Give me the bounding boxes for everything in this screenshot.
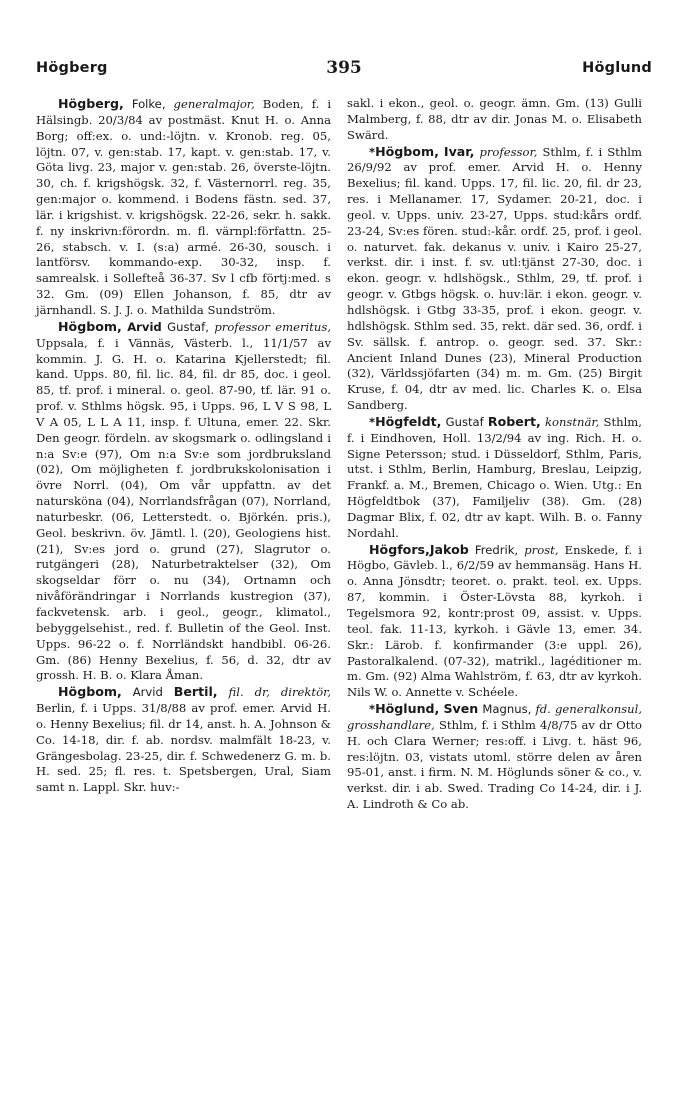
entry-star-marker: * bbox=[369, 702, 376, 717]
page-number: 395 bbox=[326, 58, 362, 78]
entry-given-bold: Robert, bbox=[487, 413, 541, 429]
entry-given-name: Magnus, bbox=[482, 702, 532, 717]
entry-text: Sthlm, f. i Eindhoven, Holl. 13/2/94 av ing. Rich. H. o. Signe Petersson; stud. i Düsseldorf, Sthlm, Paris, utst. i Sthlm, Berlin, Hamburg, Breslau, Leipzig, Frankf. a. M., Bremen, Chicago o. Wien. Utg.: En Högfeldtbok (37), Familjeliv (38). Gm. (28) Dagmar Blix, f. 02, dtr av kapt. Wilh. B. o. Fanny Nordahl. bbox=[347, 414, 642, 540]
entry-hogbom-bertil bbox=[36, 684, 331, 796]
entry-given-bold: Bertil, bbox=[173, 684, 218, 700]
entry-given-first: Arvid bbox=[127, 319, 162, 334]
header-last-entry: Höglund bbox=[582, 60, 652, 76]
entry-title: prost, bbox=[524, 542, 559, 557]
entry-star-marker: * bbox=[369, 414, 376, 429]
entry-text: Sthlm, f. i Sthlm 26/9/92 av prof. emer. Arvid H. o. Henny Bexelius; fil. kand. Upps. 17, fil. lic. 20, fil. dr 23, res. i Mellanamer. 17, Sydamer. 20-21, doc. i geol. v. Upps. univ. 23-27, Upps. stud:kårs ordf. 23-24, Sv:es fören. stud:-kår. ordf. 25, prof. i geol. o. naturvet. fak. dekanus v. univ. i Kairo 25-27, verkst. dir. i inst. f. sv. utl:tjänst 27-30, doc. i ekon. geogr. v. hdlshögsk., Sthlm, 29, tf. prof. i geogr. v. Gtbgs högsk. o. huv:lär. i ekon. geogr. v. hdlshögsk. i Gtbg 33-35, prof. i ekon. geogr. v. hdlshögsk. Sthlm sed. 35, rekt. där sed. 36, ordf. i Sv. sällsk. f. antrop. o. geogr. sed. 37. Skr.: Ancient Inland Dunes (23), Mineral Production (32), Världssjöfarten (34) m. m. Gm. (25) Birgit Kruse, f. 04, dtr av med. lic. Charles K. o. Elsa Sandberg. bbox=[347, 144, 643, 413]
entry-star-marker: * bbox=[369, 144, 376, 159]
entry-given-name: Ivar, bbox=[443, 143, 475, 159]
entry-title: professor emeritus, bbox=[214, 319, 332, 334]
page-header bbox=[36, 60, 652, 88]
entry-surname: Högbom, bbox=[58, 684, 122, 700]
entry-title: generalmajor, bbox=[173, 97, 255, 111]
entry-hoglund-sven bbox=[347, 701, 642, 813]
entry-given-name: Gustaf bbox=[445, 414, 484, 429]
entry-surname: Högbom, bbox=[375, 143, 439, 159]
entry-hogbom-ivar bbox=[347, 144, 642, 414]
entry-surname: Högberg, bbox=[58, 96, 124, 111]
entry-hogberg-folke bbox=[36, 96, 331, 319]
entry-given-name: Arvid bbox=[132, 685, 163, 700]
entry-surname: Högfeldt, bbox=[375, 413, 442, 429]
header-first-entry: Högberg bbox=[36, 60, 108, 76]
entry-surname: Högbom, bbox=[58, 318, 122, 334]
entry-given-bold: Jakob bbox=[429, 541, 469, 557]
entry-text: Sthlm, f. i Sthlm 4/8/75 av dr Otto H. och Clara Werner; res:off. i Livg. t. häst 96, res:löjtn. 03, vistats utoml. större delen av åren 95-01, anst. i firm. N. M. Höglunds söner & co., v. verkst. dir. i ab. Swed. Trading Co 14-24, dir. i J. A. Lindroth & Co ab. bbox=[347, 717, 642, 812]
right-column bbox=[347, 96, 642, 813]
entry-given-name: Folke, bbox=[131, 97, 166, 111]
entry-text: Uppsala, f. i Vännäs, Västerb. l., 11/1/57 av kommin. J. G. H. o. Katarina Kjellerstedt; fil. kand. Upps. 80, fil. lic. 84, fil. dr 85, doc. i geol. 85, tf. prof. i mineral. o. geol. 87-90, tf. lär. 91 o. prof. v. Sthlms högsk. 95, i Upps. 96, L V S 98, L V A 05, L L A 11, insp. f. Ultuna, emer. 22. Skr. Den geogr. fördeln. av skogsmark o. odlingsland i n:a Sv:e (97), Om n:a Sv:e som jordbruksland (02), Om möjligheten f. jordbrukskolonisation i övre Norrl. (04), Om vår uppfattn. av det natursköna (04), Norrlandsfrågan (07), Norrland, naturbeskr. (06, Letterstedt. o. Björkén. pris.), Geol. beskrivn. öv. Jämtl. l. (20), Geologiens hist. (21), Sv:es jord o. grund (27), Slagrutor o. rutgängeri (28), Naturbetraktelser (32), Om skogseldar förr o. nu (34), Ortnamn och nivåförändringar i Norrlands kustregion (37), fackvetensk. arb. i geol., geogr., klimatol., bebyggelsehist., red. f. Bulletin of the Geol. Inst. Upps. 96-22 o. f. Norrländskt handbibl. 06-26. Gm. (86) Henny Bexelius, f. 56, d. 32, dtr av grossh. H. B. o. Klara Åman. bbox=[36, 335, 331, 683]
entry-text: Berlin, f. i Upps. 31/8/88 av prof. emer. Arvid H. o. Henny Bexelius; fil. dr 14, anst. h. A. Johnson & Co. 14-18, dir. f. ab. nordsv. malmfält 18-23, v. Grängesbolag. 23-25, dir. f. Schwedenerz G. m. b. H. sed. 25; fl. res. t. Spetsbergen, Ural, Siam samt n. Lappl. Skr. huv:- bbox=[36, 701, 331, 795]
entry-surname: Högfors, bbox=[369, 541, 430, 557]
entry-text: Boden, f. i Hälsingb. 20/3/84 av postmäst. Knut H. o. Anna Borg; off:ex. o. und:-löjtn. v. Kronob. reg. 05, löjtn. 07, v. gen:stab. 17, kapt. v. gen:stab. 17, v. Göta livg. 23, major v. gen:stab. 26, överste-löjtn. 30, ch. f. krigshögsk. 32, f. Västernorrl. reg. 35, gen:major o. kommend. i Bodens fästn. sed. 37, lär. i krigshist. v. krigshögsk. 22-26, sekr. h. sakk. f. ny inskrivn:förordn. m. fl. värnpl:författn. 25-26, stabsch. v. I. (s:a) armé. 26-30, sousch. i lantförsv. kommando-exp. 30-32, insp. f. samrealsk. i Sollefteå 36-37. Sv l cfb förtj:med. s 32. Gm. (09) Ellen Johanson, f. 85, dtr av järnhandl. S. J. J. o. Mathilda Sundström. bbox=[36, 97, 332, 317]
entry-surname: Höglund, bbox=[375, 701, 440, 717]
entry-title: professor, bbox=[479, 144, 538, 159]
entry-text: sakl. i ekon., geol. o. geogr. ämn. Gm. (13) Gulli Malmberg, f. 88, dtr av dir. Jonas M. o. Elisabeth Swärd. bbox=[347, 96, 642, 142]
entry-continuation bbox=[347, 96, 642, 144]
entry-title: konstnär, bbox=[544, 414, 600, 429]
entry-text: Enskede, f. i Högbo, Gävleb. l., 6/2/59 av hemmansäg. Hans H. o. Anna Jönsdtr; teoret. o. prakt. teol. ex. Upps. 87, kommin. i Öster-Lövsta 88, kyrkoh. i Tegelsmora 92, kontr:prost 09, assist. v. Upps. teol. fak. 11-13, kyrkoh. i Gävle 13, emer. 34. Skr.: Lärob. f. konfirmander (3:e uppl. 26), Pastoralkalend. (07-32), matrikl., lagéditioner m. m. Gm. (92) Alma Wahlström, f. 63, dtr av kyrkoh. Nils W. o. Annette v. Schéele. bbox=[347, 542, 642, 700]
entry-title: fil. dr, direktör, bbox=[228, 685, 332, 700]
entry-title: fd. generalkonsul, grosshandlare, bbox=[347, 702, 643, 732]
entry-given-name: Arvid Gustaf, bbox=[127, 319, 209, 334]
entry-hogfeldt-robert bbox=[347, 414, 642, 542]
entry-hogbom-arvid bbox=[36, 319, 331, 684]
entry-given-name: Fredrik, bbox=[474, 542, 519, 557]
left-column bbox=[36, 96, 331, 796]
entry-hogfors-jakob bbox=[347, 542, 642, 701]
entry-given-bold: Sven bbox=[443, 701, 479, 717]
